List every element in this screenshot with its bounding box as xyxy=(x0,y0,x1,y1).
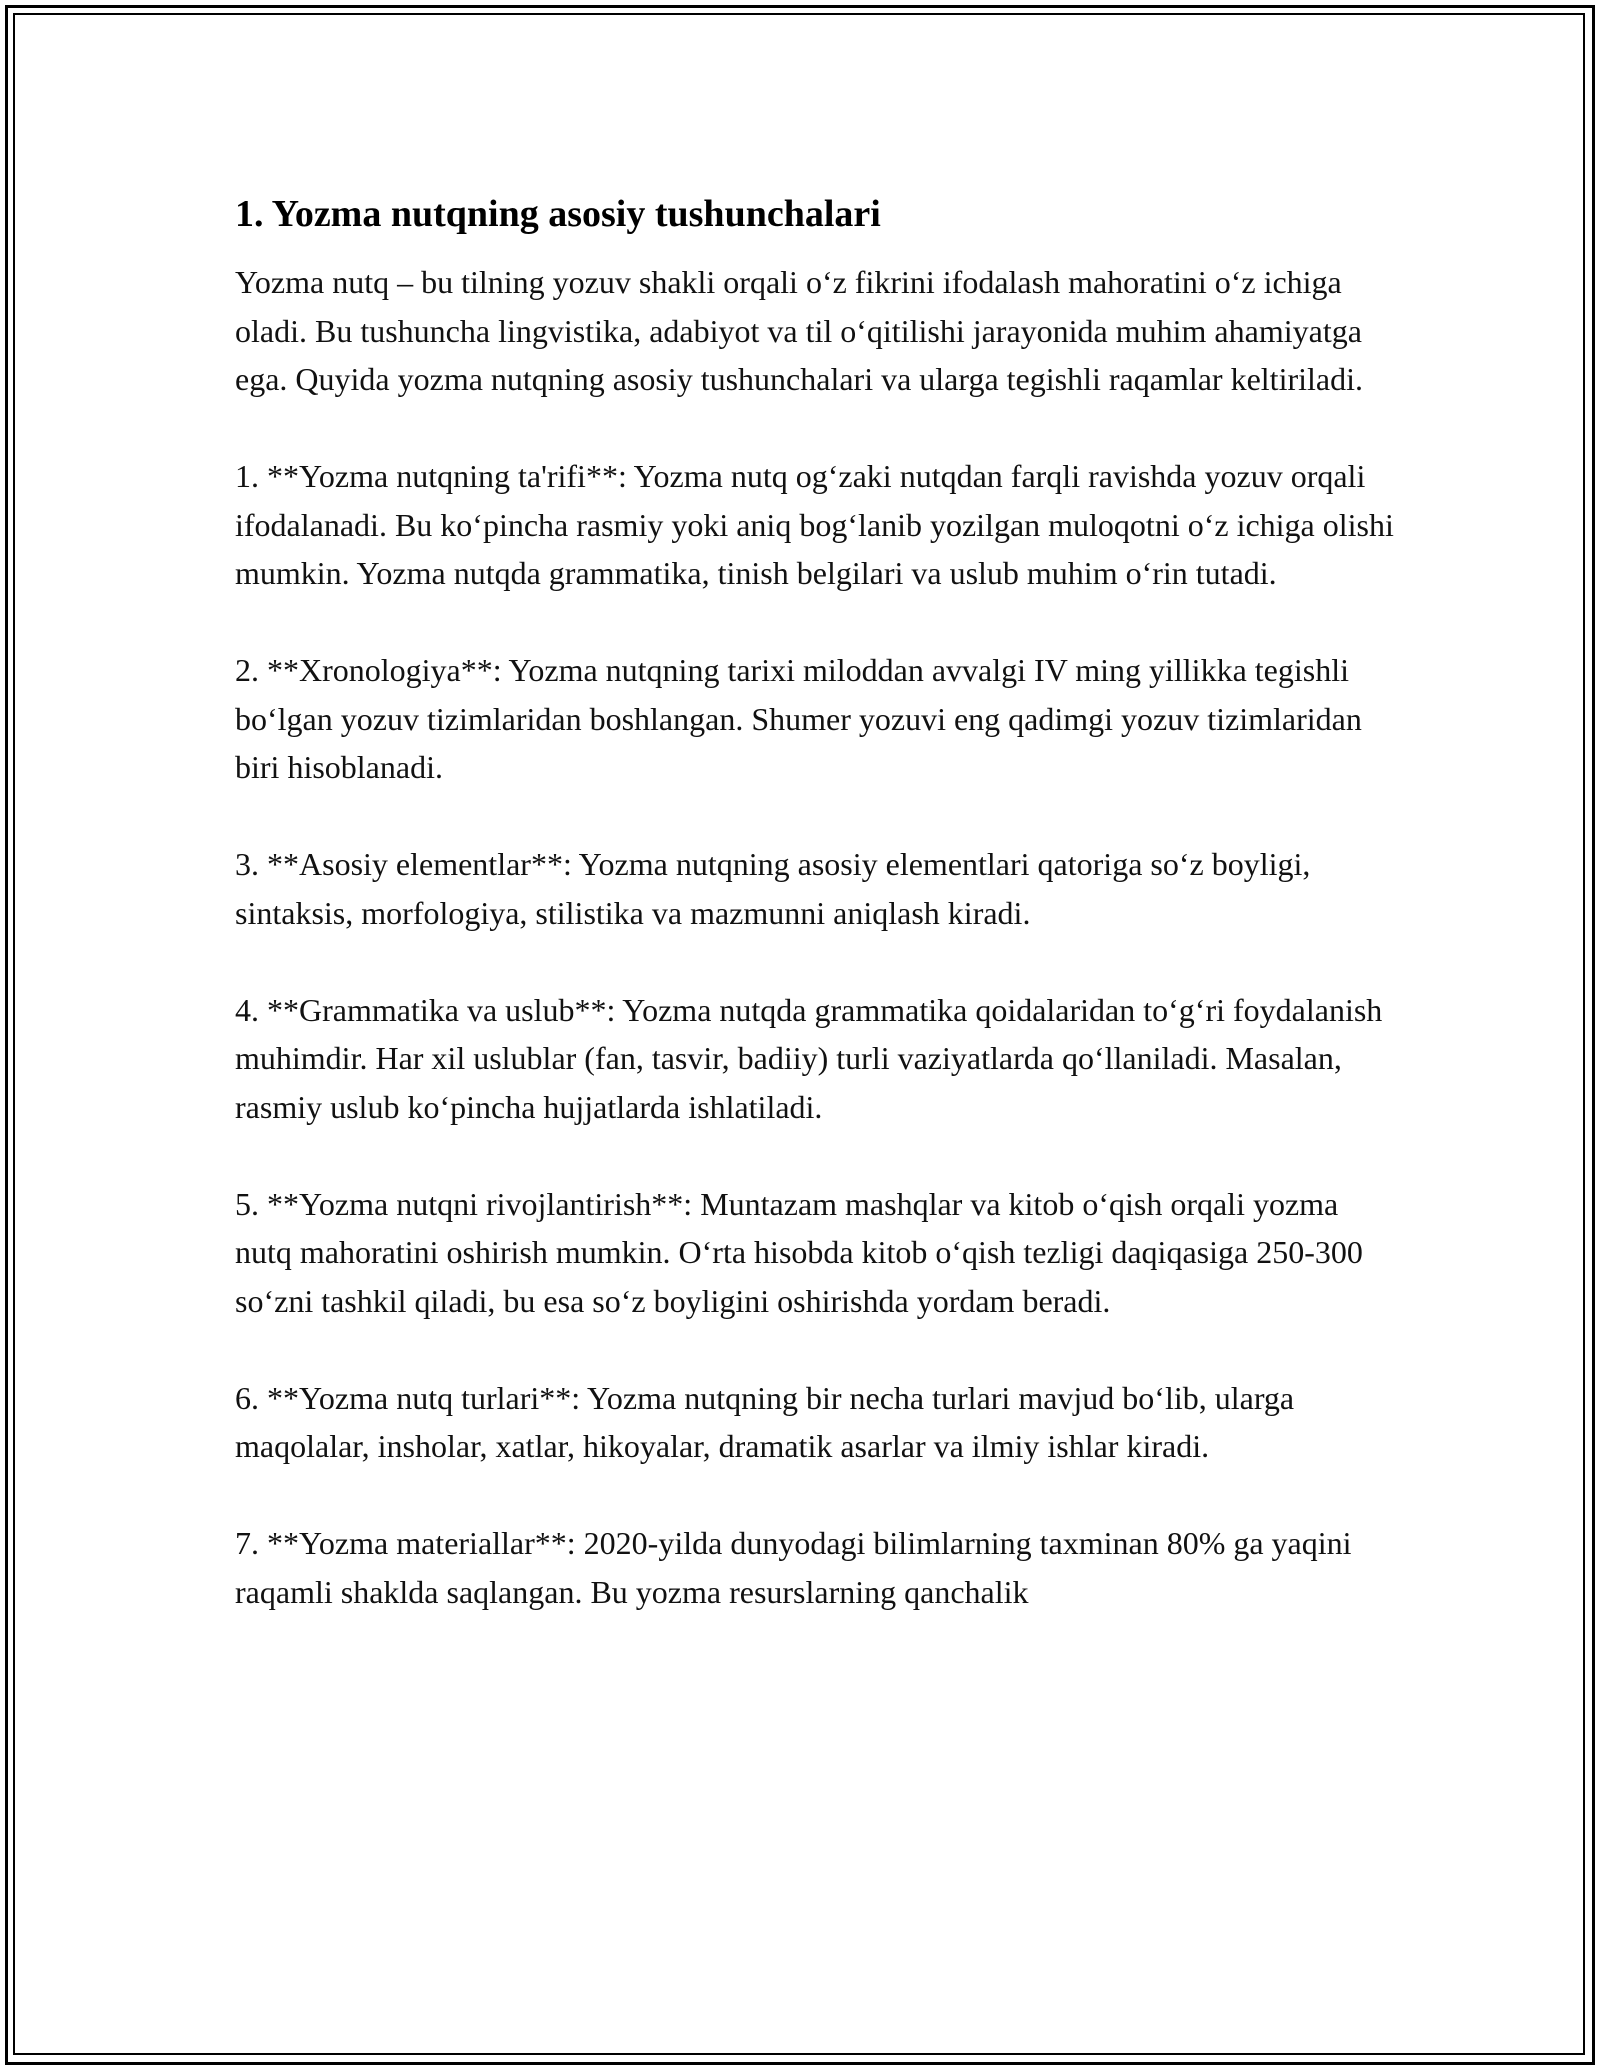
paragraph-development: 5. **Yozma nutqni rivojlantirish**: Muntazam mashqlar va kitob o‘qish orqali yozma nutq mahoratini oshirish mumkin. O‘rta hisobda kitob o‘qish tezligi daqiqasiga 250-300 so‘zni tashkil qiladi, bu esa so‘z boyligini oshirishda yordam beradi. xyxy=(235,1185,1363,1319)
paragraph-types: 6. **Yozma nutq turlari**: Yozma nutqning bir necha turlari mavjud bo‘lib, ularga maqolalar, insholar, xatlar, hikoyalar, dramatik asarlar va ilmiy ishlar kiradi. xyxy=(235,1379,1295,1464)
paragraph-grammar-style: 4. **Grammatika va uslub**: Yozma nutqda grammatika qoidalaridan to‘g‘ri foydalanish muhimdir. Har xil uslublar (fan, tasvir, badiiy) turli vaziyatlarda qo‘llaniladi. Masalan, rasmiy uslub ko‘pincha hujjatlarda ishlatiladi. xyxy=(235,991,1383,1125)
section-title: 1. Yozma nutqning asosiy tushunchalari xyxy=(235,193,881,235)
paragraph-materials: 7. **Yozma materiallar**: 2020-yilda dunyodagi bilimlarning taxminan 80% ga yaqini raqamli shaklda saqlangan. Bu yozma resurslarning qanchalik xyxy=(235,1525,1352,1610)
paragraph-definition: 1. **Yozma nutqning ta'rifi**: Yozma nutq og‘zaki nutqdan farqli ravishda yozuv orqali ifodalanadi. Bu ko‘pincha rasmiy yoki aniq bog‘lanib yozilgan muloqotni o‘z ichiga olishi mumkin. Yozma nutqda grammatika, tinish belgilari va uslub muhim o‘rin tutadi. xyxy=(235,458,1394,591)
document-body xyxy=(235,186,1395,1665)
paragraph-elements: 3. **Asosiy elementlar**: Yozma nutqning asosiy elementlari qatoriga so‘z boyligi, sintaksis, morfologiya, stilistika va mazmunni aniqlash kiradi. xyxy=(235,846,1311,931)
paragraph-chronology: 2. **Xronologiya**: Yozma nutqning tarixi miloddan avvalgi IV ming yillikka tegishli bo‘lgan yozuv tizimlaridan boshlangan. Shumer yozuvi eng qadimgi yozuv tizimlaridan biri hisoblanadi. xyxy=(235,652,1362,785)
intro-paragraph: Yozma nutq – bu tilning yozuv shakli orqali o‘z fikrini ifodalash mahoratini o‘z ichiga oladi. Bu tushuncha lingvistika, adabiyot va til o‘qitilishi jarayonida muhim ahamiyatga ega. Quyida yozma nutqning asosiy tushunchalari va ularga tegishli raqamlar keltiriladi. xyxy=(235,264,1363,397)
